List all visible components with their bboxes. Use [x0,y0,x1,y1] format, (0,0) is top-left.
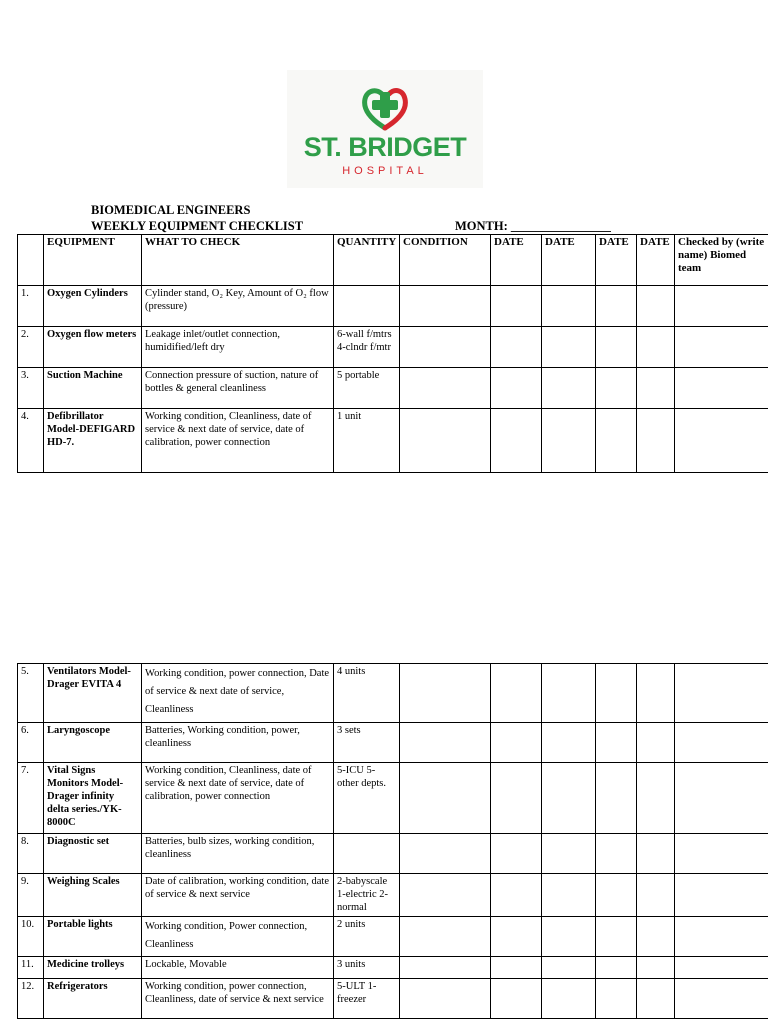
row-number: 11. [18,957,44,979]
equipment-name: Vital Signs Monitors Model-Drager infinity delta series./YK-8000C [44,763,142,834]
equipment-name: Suction Machine [44,368,142,409]
what-to-check: Lockable, Movable [142,957,334,979]
what-to-check: Batteries, bulb sizes, working condition, cleanliness [142,834,334,874]
condition-cell[interactable] [400,409,491,473]
quantity: 1 unit [334,409,400,473]
date-cell[interactable] [596,368,637,409]
col-date-1: DATE [491,235,542,286]
checked-by-cell[interactable] [675,327,768,368]
equipment-name: Medicine trolleys [44,957,142,979]
date-cell[interactable] [491,763,542,834]
date-cell[interactable] [596,874,637,917]
date-cell[interactable] [491,664,542,723]
checked-by-cell[interactable] [675,834,768,874]
table-row [18,286,768,327]
date-cell[interactable] [491,368,542,409]
equipment-table-page2 [17,663,768,1019]
logo-name: ST. BRIDGET [303,132,467,162]
col-condition: CONDITION [400,235,491,286]
date-cell[interactable] [637,957,675,979]
date-cell[interactable] [491,874,542,917]
table-row [18,723,768,763]
table-row [18,874,768,917]
table-row [18,664,768,723]
date-cell[interactable] [542,834,596,874]
date-cell[interactable] [542,957,596,979]
row-number: 8. [18,834,44,874]
table-row [18,368,768,409]
date-cell[interactable] [596,917,637,957]
table-row [18,327,768,368]
hospital-logo [287,70,483,188]
row-number: 7. [18,763,44,834]
checked-by-cell[interactable] [675,763,768,834]
what-to-check: Working condition, Power connection, Cleanliness [142,917,334,957]
date-cell[interactable] [542,874,596,917]
date-cell[interactable] [637,664,675,723]
condition-cell[interactable] [400,979,491,1019]
row-number: 1. [18,286,44,327]
checked-by-cell[interactable] [675,874,768,917]
date-cell[interactable] [596,979,637,1019]
row-number: 2. [18,327,44,368]
date-cell[interactable] [542,723,596,763]
what-to-check: Batteries, Working condition, power, cleanliness [142,723,334,763]
condition-cell[interactable] [400,874,491,917]
condition-cell[interactable] [400,368,491,409]
date-cell[interactable] [542,664,596,723]
condition-cell[interactable] [400,957,491,979]
what-to-check: Cylinder stand, O₂ Key, Amount of O₂ flow (pressure) [142,286,334,327]
table-row [18,409,768,473]
checklist-title: WEEKLY EQUIPMENT CHECKLIST [91,219,304,233]
date-cell[interactable] [596,664,637,723]
quantity: 3 sets [334,723,400,763]
equipment-name: Laryngoscope [44,723,142,763]
condition-cell[interactable] [400,286,491,327]
heart-cross-icon [359,82,411,134]
quantity: 2-babyscale 1-electric 2-normal [334,874,400,917]
date-cell[interactable] [491,957,542,979]
condition-cell[interactable] [400,763,491,834]
equipment-name: Defibrillator Model-DEFIGARD HD-7. [44,409,142,473]
equipment-name: Ventilators Model-Drager EVITA 4 [44,664,142,723]
col-what-to-check: WHAT TO CHECK [142,235,334,286]
what-to-check: Leakage inlet/outlet connection, humidified/left dry [142,327,334,368]
condition-cell[interactable] [400,723,491,763]
quantity: 2 units [334,917,400,957]
row-number: 3. [18,368,44,409]
col-date-3: DATE [596,235,637,286]
date-cell[interactable] [491,834,542,874]
equipment-table-page1 [17,234,768,473]
date-cell[interactable] [491,979,542,1019]
table-row [18,834,768,874]
table-row [18,979,768,1019]
date-cell[interactable] [596,763,637,834]
what-to-check: Working condition, Cleanliness, date of service & next date of service, date of calibration, power connection [142,409,334,473]
quantity: 4 units [334,664,400,723]
quantity: 5-ICU 5-other depts. [334,763,400,834]
quantity: 6-wall f/mtrs 4-clndr f/mtr [334,327,400,368]
table-row [18,763,768,834]
date-cell[interactable] [542,368,596,409]
condition-cell[interactable] [400,917,491,957]
row-number: 10. [18,917,44,957]
row-number: 5. [18,664,44,723]
table-row [18,957,768,979]
date-cell[interactable] [596,834,637,874]
checked-by-cell[interactable] [675,979,768,1019]
row-number: 9. [18,874,44,917]
what-to-check: Working condition, power connection, Date of service & next date of service, Cleanliness [142,664,334,723]
logo-subtitle: HOSPITAL [342,165,428,177]
col-quantity: QUANTITY [334,235,400,286]
date-cell[interactable] [596,327,637,368]
col-equipment: EQUIPMENT [44,235,142,286]
what-to-check: Connection pressure of suction, nature of bottles & general cleanliness [142,368,334,409]
date-cell[interactable] [637,723,675,763]
equipment-name: Oxygen Cylinders [44,286,142,327]
quantity: 5 portable [334,368,400,409]
date-cell[interactable] [491,327,542,368]
checked-by-cell[interactable] [675,664,768,723]
checked-by-cell[interactable] [675,917,768,957]
row-number: 6. [18,723,44,763]
checked-by-cell[interactable] [675,286,768,327]
date-cell[interactable] [542,917,596,957]
row-number: 12. [18,979,44,1019]
date-cell[interactable] [637,763,675,834]
checked-by-cell[interactable] [675,957,768,979]
date-cell[interactable] [542,327,596,368]
date-cell[interactable] [596,409,637,473]
department-title: BIOMEDICAL ENGINEERS [91,203,251,217]
equipment-name: Weighing Scales [44,874,142,917]
quantity: 5-ULT 1-freezer [334,979,400,1019]
equipment-name: Diagnostic set [44,834,142,874]
quantity [334,286,400,327]
date-cell[interactable] [542,409,596,473]
checked-by-cell[interactable] [675,409,768,473]
date-cell[interactable] [596,286,637,327]
month-field: MONTH: ________________ [455,219,611,233]
col-date-4: DATE [637,235,675,286]
equipment-name: Refrigerators [44,979,142,1019]
date-cell[interactable] [491,723,542,763]
checked-by-cell[interactable] [675,723,768,763]
date-cell[interactable] [491,917,542,957]
date-cell[interactable] [637,409,675,473]
condition-cell[interactable] [400,327,491,368]
table-row [18,917,768,957]
date-cell[interactable] [542,979,596,1019]
date-cell[interactable] [596,723,637,763]
equipment-name: Portable lights [44,917,142,957]
date-cell[interactable] [637,834,675,874]
row-number: 4. [18,409,44,473]
col-no [18,235,44,286]
date-cell[interactable] [542,286,596,327]
condition-cell[interactable] [400,834,491,874]
date-cell[interactable] [637,286,675,327]
col-checked-by: Checked by (write name) Biomed team [675,235,768,286]
condition-cell[interactable] [400,664,491,723]
checked-by-cell[interactable] [675,368,768,409]
what-to-check: Working condition, Cleanliness, date of service & next date of service, date of calibration, power connection [142,763,334,834]
col-date-2: DATE [542,235,596,286]
date-cell[interactable] [637,327,675,368]
date-cell[interactable] [637,979,675,1019]
quantity [334,834,400,874]
date-cell[interactable] [542,763,596,834]
date-cell[interactable] [637,874,675,917]
date-cell[interactable] [637,368,675,409]
date-cell[interactable] [637,917,675,957]
date-cell[interactable] [491,286,542,327]
what-to-check: Working condition, power connection, Cleanliness, date of service & next service [142,979,334,1019]
equipment-name: Oxygen flow meters [44,327,142,368]
table-header-row [18,235,768,286]
quantity: 3 units [334,957,400,979]
date-cell[interactable] [596,957,637,979]
what-to-check: Date of calibration, working condition, date of service & next service [142,874,334,917]
date-cell[interactable] [491,409,542,473]
